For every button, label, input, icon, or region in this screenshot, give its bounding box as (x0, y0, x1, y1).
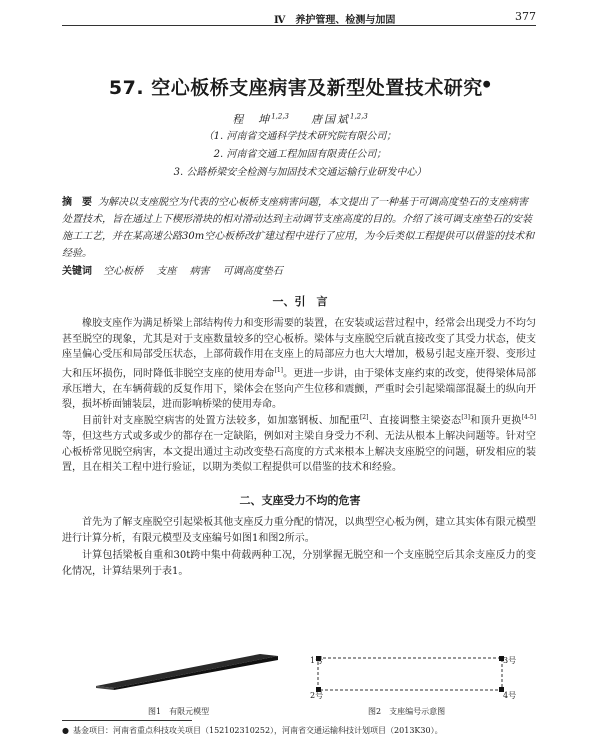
footnote-rule (62, 720, 192, 721)
keywords (62, 262, 293, 277)
author-affil-sup: 1,2,3 (350, 112, 368, 121)
section2-paragraph-2: 计算包括梁板自重和30t跨中集中荷载两种工况，分别掌握无脱空和一个支座脱空后其余支座反力的变化情况，计算结果列于表1。 (62, 550, 536, 577)
abstract-text: 为解决以支座脱空为代表的空心板桥支座病害问题，本文提出了一种基于可调高度垫石的支座病害处置技术，旨在通过上下楔形滑块的相对滑动达到主动调节支座高度的目的。介绍了该可调支座垫石的安装施工工艺，并在某高速公路30m空心板桥改扩建过程中进行了应用，为今后类似工程提供可以借鉴的技术和经验。 (62, 197, 535, 259)
keyword: 可调高度垫石 (222, 266, 283, 277)
intro-text: 和顶升更换 (469, 415, 522, 427)
figure-1-caption: 图1 有限元模型 (148, 707, 210, 716)
intro-text: 、直接调整主梁姿态 (368, 415, 462, 427)
affiliation-line: 3. 公路桥梁安全检测与加固技术交通运输行业研发中心） (173, 167, 427, 178)
author-name: 程 坤 (232, 113, 272, 126)
author-name: 唐国斌 (311, 113, 350, 126)
affiliation-line: 2. 河南省交通工程加固有限责任公司； (213, 149, 387, 160)
bearing-label-3: 3号 (503, 656, 517, 665)
abstract (62, 194, 536, 262)
section2-paragraph-1: 首先为了解支座脱空引起梁板其他支座反力重分配的情况，以典型空心板为例，建立其实体有限元模型进行计算分析，有限元模型及支座编号如图1和图2所示。 (62, 517, 536, 544)
abstract-label: 摘 要 (62, 197, 92, 208)
footnote-marker: ● (62, 726, 69, 735)
running-header (62, 9, 536, 26)
section-heading-2: 二、支座受力不均的危害 (239, 494, 361, 507)
intro-text: 等，但这些方式或多或少的都存在一定缺陷，例如对主梁自身受力不利、无法从根本上解决问题等。针对空心板桥常见脱空病害，本文提出通过主动改变垫石高度的方式来根本上解决支座脱空的问题，研发相应的装置，且在相关工程中进行验证，以期为类似工程提供可以借鉴的技术和经验。 (62, 430, 536, 474)
author-affil-sup: 1,2,3 (271, 112, 289, 121)
intro-text: 。更进一步讲，由于梁体支座约束的改变，使得梁体局部承压增大，在车辆荷载的反复作用下，梁体会在竖向产生位移和震颤，严重时会引起梁端部混凝土的纵向开裂，损坏桥面铺装层，进而影响桥梁的使用寿命。 (62, 368, 537, 411)
citation: [2] (359, 414, 369, 421)
intro-paragraph-1 (62, 316, 536, 413)
section-heading-intro: 一、引 言 (272, 295, 328, 308)
keywords-label: 关键词 (62, 266, 92, 277)
affiliation-line: （1. 河南省交通科学技术研究院有限公司； (203, 131, 397, 142)
intro-text: 橡胶支座作为满足桥梁上部结构传力和变形需要的装置，在安装或运营过程中，经常会出现受力不均匀甚至脱空的现象，尤其是对于支座数量较多的空心板桥。梁体与支座脱空后就直接改变了其受力状态，使支座呈偏心受压和局部受压状态，上部荷载作用在支座上的局部应力也大大增加，极易引起支座开裂、变形过大和压坏损伤，同时降低非脱空支座的使用寿命 (62, 318, 536, 380)
header-section: Ⅳ 养护管理、检测与加固 (274, 15, 396, 26)
title-text: 57. 空心板桥支座病害及新型处置技术研究 (108, 77, 483, 99)
intro-paragraph-2 (62, 410, 536, 476)
page-number: 377 (515, 10, 536, 23)
title-footnote-mark: ● (482, 79, 492, 90)
bearing-label-4: 4号 (503, 691, 517, 700)
slab-outline (318, 658, 502, 690)
footnote-text: 基金项目：河南省重点科技攻关项目（152102310252），河南省交通运输科技计划项目（2013K30）。 (72, 726, 443, 735)
keyword: 空心板桥 (103, 266, 144, 277)
paper-title (0, 73, 600, 100)
funding-footnote (62, 725, 443, 736)
intro-text: 目前针对支座脱空病害的处置方法较多，如加塞钢板、加配重 (82, 415, 360, 427)
bearing-label-2: 2号 (310, 691, 324, 700)
slab-side-face (114, 656, 278, 690)
citation: [3] (461, 414, 470, 421)
bearing-layout-figure (306, 652, 536, 697)
bearing-label-1: 1号 (310, 656, 324, 665)
figure-2-caption: 图2 支座编号示意图 (368, 707, 446, 716)
fe-model-figure (92, 650, 282, 690)
citation: [4-5] (521, 414, 537, 421)
author-list (0, 111, 600, 127)
keyword: 病害 (189, 266, 210, 277)
keyword: 支座 (156, 266, 177, 277)
slab-top-face (96, 654, 278, 688)
citation: [1] (274, 366, 284, 374)
